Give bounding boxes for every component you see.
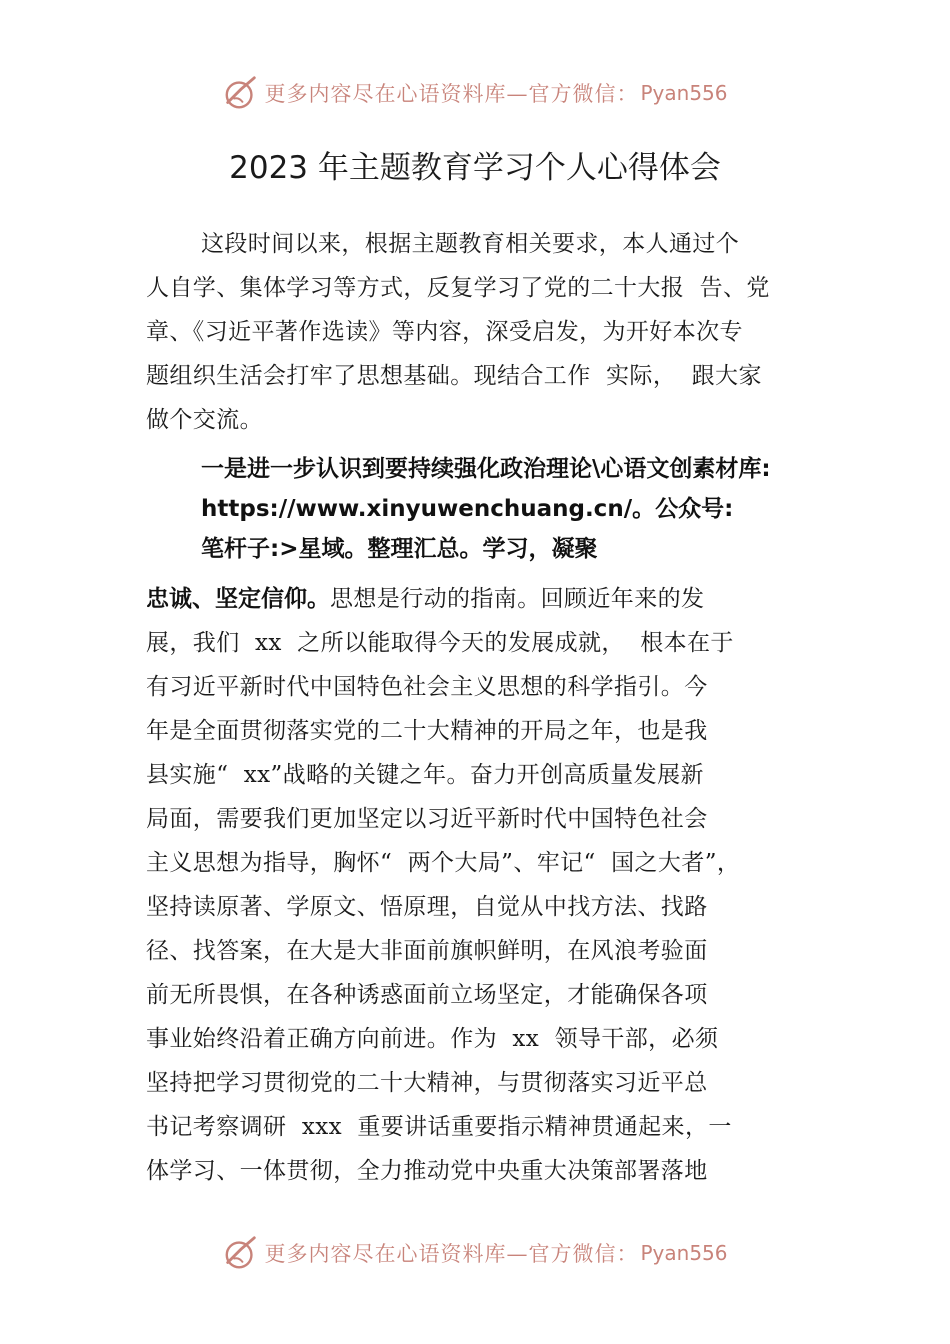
body-line: 县实施“ xx”战略的关键之年。奋力开创高质量发展新 [146,762,704,788]
section-heading-url: https://www.xinyuwenchuang.cn/。公众号: [201,496,734,522]
intro-line: 题组织生活会打牢了思想基础。现结合工作 实际， 跟大家 [146,363,762,389]
document-title: 2023 年主题教育学习个人心得体会 [229,150,721,186]
body-line: 展，我们 xx 之所以能取得今天的发展成就， 根本在于 [146,630,734,656]
body-line-first [146,584,704,614]
section-heading-tail: 忠诚、坚定信仰。 [146,586,330,612]
watermark-wechat-id: Pyan556 [640,81,728,105]
brush-logo-icon [222,74,260,112]
footer-watermark-banner [0,1233,950,1273]
body-line: 事业始终沿着正确方向前进。作为 xx 领导干部，必须 [146,1026,719,1052]
watermark-wechat-id: Pyan556 [640,1241,728,1265]
brush-logo-icon [222,1234,260,1272]
intro-line: 做个交流。 [146,407,263,433]
watermark-text: 更多内容尽在心语资料库—官方微信： [264,1242,639,1266]
body-line: 有习近平新时代中国特色社会主义思想的科学指引。今 [146,674,708,700]
body-line: 主义思想为指导，胸怀“ 两个大局”、牢记“ 国之大者”， [146,850,741,876]
intro-line: 这段时间以来，根据主题教育相关要求，本人通过个 [201,231,740,257]
header-watermark-banner [0,73,950,113]
body-line: 年是全面贯彻落实党的二十大精神的开局之年，也是我 [146,718,708,744]
section-heading-line: 一是进一步认识到要持续强化政治理论\心语文创素材库: [201,456,771,482]
intro-line: 人自学、集体学习等方式，反复学习了党的二十大报 告、党 [146,275,770,301]
section-heading-line: 笔杆子:>星域。整理汇总。学习，凝聚 [201,536,598,562]
body-line: 径、找答案，在大是大非面前旗帜鲜明，在风浪考验面 [146,938,708,964]
watermark-text: 更多内容尽在心语资料库—官方微信： [264,82,639,106]
body-line: 坚持把学习贯彻党的二十大精神，与贯彻落实习近平总 [146,1070,708,1096]
body-line: 局面，需要我们更加坚定以习近平新时代中国特色社会 [146,806,708,832]
intro-line: 章、《习近平著作选读》等内容，深受启发，为开好本次专 [146,319,743,345]
body-text: 思想是行动的指南。回顾近年来的发 [330,586,705,612]
body-line: 前无所畏惧，在各种诱惑面前立场坚定，才能确保各项 [146,982,708,1008]
body-line: 体学习、一体贯彻，全力推动党中央重大决策部署落地 [146,1158,708,1184]
body-line: 坚持读原著、学原文、悟原理，自觉从中找方法、找路 [146,894,708,920]
body-line: 书记考察调研 xxx 重要讲话重要指示精神贯通起来，一 [146,1114,732,1140]
